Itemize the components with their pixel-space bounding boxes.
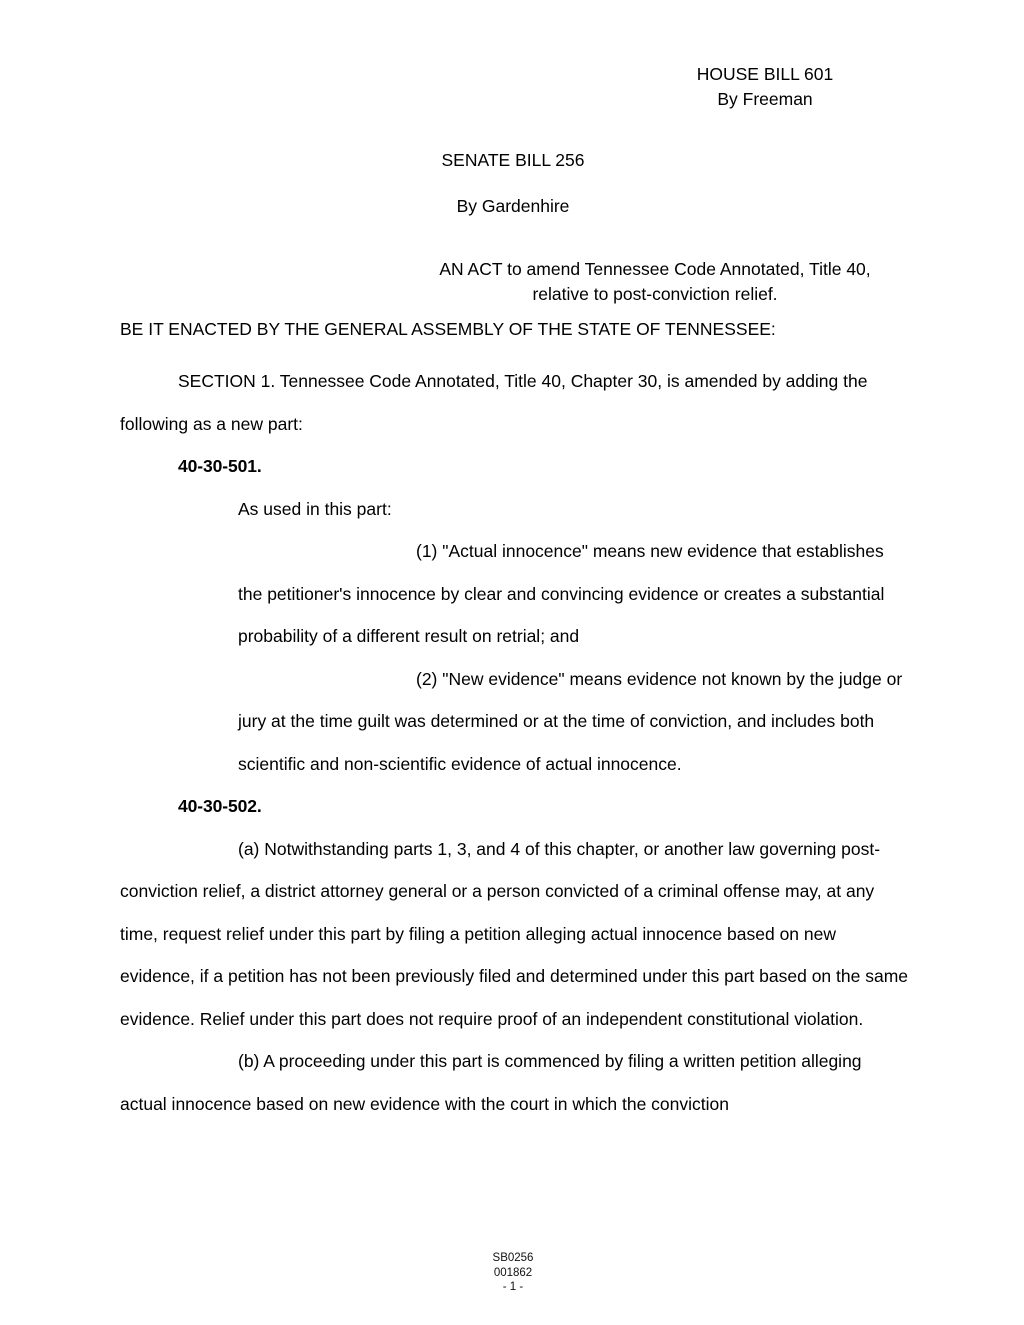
section-1-paragraph: SECTION 1. Tennessee Code Annotated, Title 40, Chapter 30, is amended by adding the following as a new part:: [120, 371, 868, 434]
act-caption-line-2: relative to post-conviction relief.: [532, 284, 778, 304]
section-501-item-2: (2) "New evidence" means evidence not known by the judge or jury at the time guilt was determined or at the time of conviction, and includes both scientific and non-scientific evidence of actual innocence.: [238, 668, 903, 774]
senate-bill-sponsor: By Gardenhire: [456, 196, 570, 216]
section-502-subsection-a: (a) Notwithstanding parts 1, 3, and 4 of this chapter, or another law governing post-conviction relief, a district attorney general or a person convicted of a criminal offense may, at any time, request relief under this part by filing a petition alleging actual innocence based on new evidence, if a petition has not been previously filed and determined under this part based on the same evidence. Relief under this part does not require proof of an independent constitutional violation.: [120, 838, 909, 1029]
house-bill-block: [600, 62, 930, 112]
section-501-item-1: (1) "Actual innocence" means new evidence that establishes the petitioner's innocence by clear and convincing evidence or creates a substantial probability of a different result on retrial; and: [238, 541, 885, 646]
section-502-subsection-b: (b) A proceeding under this part is commenced by filing a written petition alleging actual innocence based on new evidence with the court in which the conviction: [120, 1051, 862, 1114]
footer-document-number: 001862: [493, 1266, 533, 1279]
house-bill-title: HOUSE BILL 601: [696, 64, 834, 84]
section-501-lead-in: As used in this part:: [238, 498, 392, 519]
footer-page-number: - 1 -: [502, 1281, 524, 1293]
section-heading-40-30-502: 40-30-502.: [178, 796, 262, 816]
act-caption-line-1: AN ACT to amend Tennessee Code Annotated, Title 40,: [439, 259, 871, 279]
enacting-clause: BE IT ENACTED BY THE GENERAL ASSEMBLY OF THE STATE OF TENNESSEE:: [120, 319, 776, 339]
footer-bill-number: SB0256: [492, 1252, 534, 1264]
act-caption: [400, 257, 910, 307]
senate-bill-title: SENATE BILL 256: [441, 150, 585, 170]
section-heading-40-30-501: 40-30-501.: [178, 456, 262, 476]
page-footer: [333, 1251, 693, 1295]
bill-body: [120, 360, 908, 1125]
house-bill-sponsor: By Freeman: [717, 89, 813, 109]
